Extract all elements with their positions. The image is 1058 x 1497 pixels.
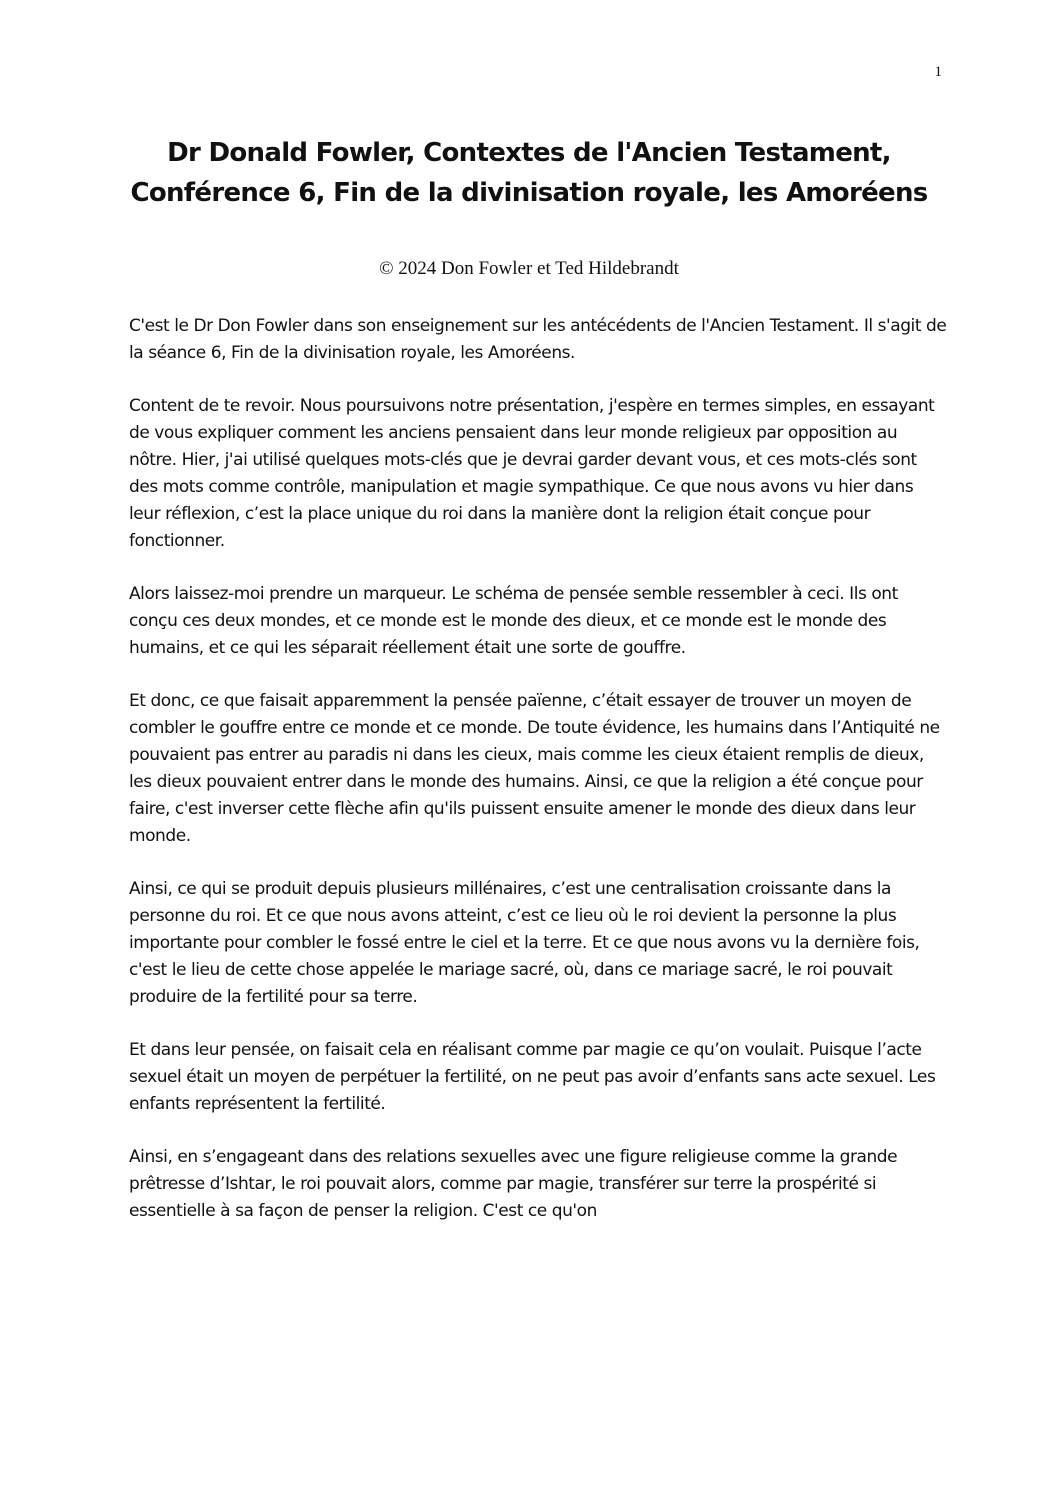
page-number: 1 [934,64,942,80]
paragraph: Ainsi, en s’engageant dans des relations sexuelles avec une figure religieuse comme la grande prêtresse d’Ishtar, le roi pouvait alors, comme par magie, transférer sur terre la prospérité si essentielle à sa façon de penser la religion. C'est ce qu'on [129,1147,898,1221]
paragraph-intro: C'est le Dr Don Fowler dans son enseignement sur les antécédents de l'Ancien Testament. Il s'agit de la séance 6, Fin de la divinisation royale, les Amoréens. [129,316,947,363]
paragraph: Alors laissez-moi prendre un marqueur. Le schéma de pensée semble ressembler à ceci. Ils ont conçu ces deux mondes, et ce monde est le monde des dieux, et ce monde est le monde des humains, et ce qui les séparait réellement était une sorte de gouffre. [129,584,898,658]
paragraph: Ainsi, ce qui se produit depuis plusieurs millénaires, c’est une centralisation croissante dans la personne du roi. Et ce que nous avons atteint, c’est ce lieu où le roi devient la personne la plus importante pour combler le fossé entre le ciel et la terre. Et ce que nous avons vu la dernière fois, c'est le lieu de cette chose appelée le mariage sacré, où, dans ce mariage sacré, le roi pouvait produire de la fertilité pour sa terre. [129,879,920,1007]
document-body [129,313,949,1251]
paragraph: Content de te revoir. Nous poursuivons notre présentation, j'espère en termes simples, en essayant de vous expliquer comment les anciens pensaient dans leur monde religieux par opposition au nôtre. Hier, j'ai utilisé quelques mots-clés que je devrai garder devant vous, et ces mots-clés sont des mots comme contrôle, manipulation et magie sympathique. Ce que nous avons vu hier dans leur réflexion, c’est la place unique du roi dans la manière dont la religion était conçue pour fonctionner. [129,396,935,551]
paragraph: Et dans leur pensée, on faisait cela en réalisant comme par magie ce qu’on voulait. Puisque l’acte sexuel était un moyen de perpétuer la fertilité, on ne peut pas avoir d’enfants sans acte sexuel. Les enfants représentent la fertilité. [129,1040,936,1114]
paragraph: Et donc, ce que faisait apparemment la pensée païenne, c’était essayer de trouver un moyen de combler le gouffre entre ce monde et ce monde. De toute évidence, les humains dans l’Antiquité ne pouvaient pas entrer au paradis ni dans les cieux, mais comme les cieux étaient remplis de dieux, les dieux pouvaient entrer dans le monde des humains. Ainsi, ce que la religion a été conçue pour faire, c'est inverser cette flèche afin qu'ils puissent ensuite amener le monde des dieux dans leur monde. [129,691,940,846]
document-title: Dr Donald Fowler, Contextes de l'Ancien Testament, Conférence 6, Fin de la divinisation royale, les Amoréens [130,138,928,208]
copyright-line: © 2024 Don Fowler et Ted Hildebrandt [379,258,679,279]
